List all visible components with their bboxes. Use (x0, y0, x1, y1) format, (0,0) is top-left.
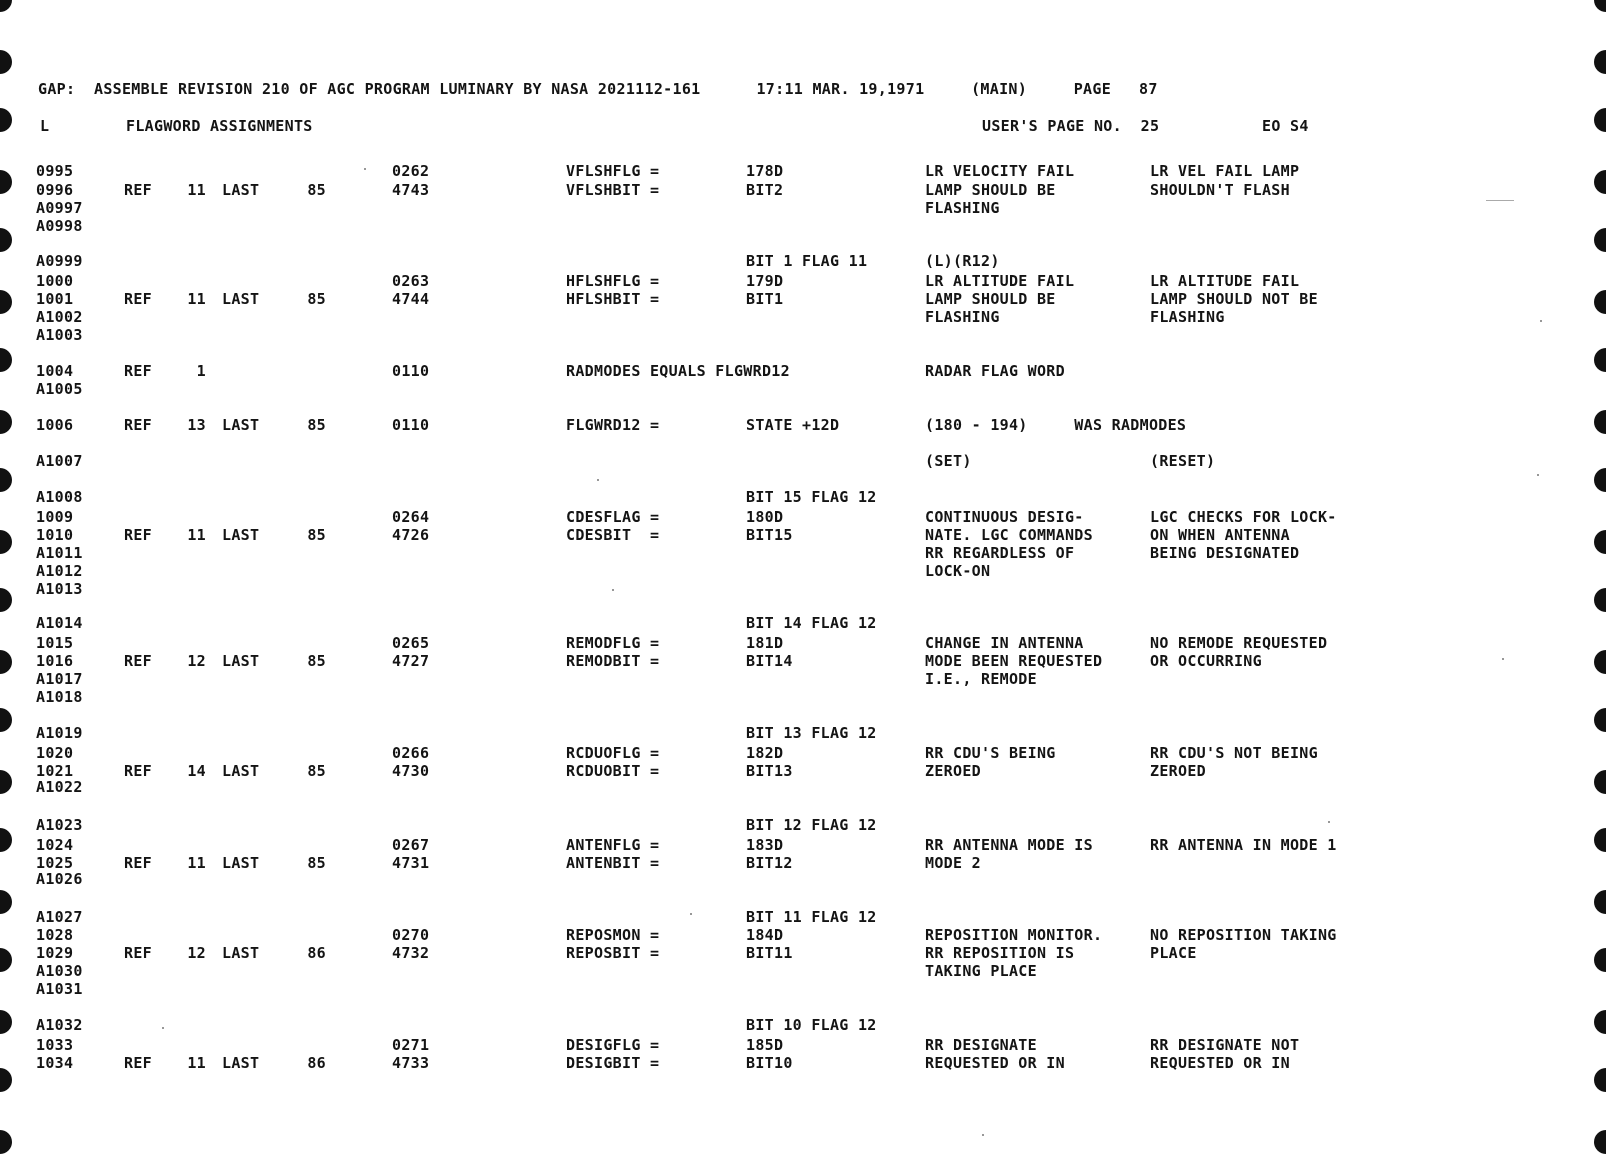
symbol-label: ANTENBIT = (566, 854, 660, 872)
listing-line (0, 962, 1500, 980)
tractor-feed-hole (1594, 468, 1606, 492)
last-page-number: 86 (307, 944, 326, 962)
symbol-value: STATE +12D (746, 416, 840, 434)
comment-reset: PLACE (1150, 944, 1197, 962)
comment-set: RR REPOSITION IS (925, 944, 1075, 962)
octal-address: 4726 (392, 526, 430, 544)
print-speck (690, 913, 692, 915)
print-speck (364, 168, 366, 170)
last-keyword: LAST (222, 652, 260, 670)
sequence-number: 1034 (36, 1054, 74, 1072)
sequence-number: 1016 (36, 652, 74, 670)
tractor-feed-hole (1594, 650, 1606, 674)
last-page-number: 85 (307, 416, 326, 434)
comment-set: MODE 2 (925, 854, 981, 872)
last-keyword: LAST (222, 762, 260, 780)
symbol-value: 182D (746, 744, 784, 762)
last-page-number: 85 (307, 526, 326, 544)
tractor-feed-hole (0, 0, 12, 12)
listing-line (0, 580, 1500, 598)
print-speck (1540, 320, 1542, 322)
comment-set: LR VELOCITY FAIL (925, 162, 1075, 180)
last-page-number: 86 (307, 1054, 326, 1072)
listing-line (0, 308, 1500, 326)
sequence-number: A1003 (36, 326, 83, 344)
comment-reset: RR ANTENNA IN MODE 1 (1150, 836, 1337, 854)
sequence-number: 1029 (36, 944, 74, 962)
tractor-feed-hole (1594, 410, 1606, 434)
ref-keyword: REF (124, 944, 152, 962)
listing-line (0, 526, 1500, 544)
symbol-label: CDESFLAG = (566, 508, 660, 526)
octal-address: 4731 (392, 854, 430, 872)
sequence-number: A1007 (36, 452, 83, 470)
octal-address: 0267 (392, 836, 430, 854)
listing-line (0, 980, 1500, 998)
ref-keyword: REF (124, 181, 152, 199)
octal-address: 0270 (392, 926, 430, 944)
symbol-label: DESIGFLG = (566, 1036, 660, 1054)
symbol-label: RCDUOBIT = (566, 762, 660, 780)
tractor-feed-hole (1594, 1010, 1606, 1034)
sequence-number: 1024 (36, 836, 74, 854)
listing-line (0, 614, 1500, 632)
sequence-number: 1021 (36, 762, 74, 780)
comment-set: CHANGE IN ANTENNA (925, 634, 1084, 652)
listing-line (0, 562, 1500, 580)
comment-set: FLASHING (925, 199, 1000, 217)
ref-keyword: REF (124, 652, 152, 670)
tractor-feed-hole (1594, 0, 1606, 12)
ref-count: 13 (187, 416, 206, 434)
symbol-value: BIT 14 FLAG 12 (746, 614, 877, 632)
octal-address: 4743 (392, 181, 430, 199)
sequence-number: A1027 (36, 908, 83, 926)
margin-mark (1486, 200, 1514, 201)
octal-address: 0265 (392, 634, 430, 652)
sequence-number: 1033 (36, 1036, 74, 1054)
symbol-label: RADMODES EQUALS FLGWRD12 (566, 362, 790, 380)
symbol-value: 179D (746, 272, 784, 290)
symbol-value: 185D (746, 1036, 784, 1054)
listing-line (0, 1036, 1500, 1054)
octal-address: 0110 (392, 362, 430, 380)
comment-set: RR CDU'S BEING (925, 744, 1056, 762)
ref-keyword: REF (124, 854, 152, 872)
listing-line (0, 199, 1500, 217)
listing-line (0, 652, 1500, 670)
listing-line (0, 181, 1500, 199)
listing-line (0, 380, 1500, 398)
symbol-value: BIT11 (746, 944, 793, 962)
symbol-label: REMODFLG = (566, 634, 660, 652)
sequence-number: A1014 (36, 614, 83, 632)
octal-address: 0264 (392, 508, 430, 526)
sequence-number: A1017 (36, 670, 83, 688)
last-keyword: LAST (222, 290, 260, 308)
comment-reset: SHOULDN'T FLASH (1150, 181, 1290, 199)
comment-reset: RR CDU'S NOT BEING (1150, 744, 1318, 762)
symbol-label: HFLSHBIT = (566, 290, 660, 308)
ref-keyword: REF (124, 526, 152, 544)
print-speck (1502, 658, 1504, 660)
comment-set: LAMP SHOULD BE (925, 181, 1056, 199)
listing-line (0, 217, 1500, 235)
listing-line (0, 724, 1500, 742)
symbol-label: REMODBIT = (566, 652, 660, 670)
sequence-number: 1025 (36, 854, 74, 872)
ref-keyword: REF (124, 416, 152, 434)
symbol-value: 181D (746, 634, 784, 652)
symbol-value: BIT1 (746, 290, 784, 308)
comment-set: RR REGARDLESS OF (925, 544, 1075, 562)
symbol-label: FLGWRD12 = (566, 416, 660, 434)
sequence-number: A1012 (36, 562, 83, 580)
tractor-feed-hole (1594, 708, 1606, 732)
listing-line (0, 252, 1500, 270)
last-keyword: LAST (222, 944, 260, 962)
symbol-label: RCDUOFLG = (566, 744, 660, 762)
print-speck (1328, 821, 1330, 823)
comment-set: (SET) (925, 452, 972, 470)
comment-set: (180 - 194) WAS RADMODES (925, 416, 1187, 434)
symbol-label: VFLSHBIT = (566, 181, 660, 199)
sequence-number: A0999 (36, 252, 83, 270)
sequence-number: A0998 (36, 217, 83, 235)
octal-address: 4732 (392, 944, 430, 962)
ref-count: 11 (187, 854, 206, 872)
ref-count: 11 (187, 290, 206, 308)
ref-count: 11 (187, 526, 206, 544)
comment-set: RR ANTENNA MODE IS (925, 836, 1093, 854)
comment-set: REQUESTED OR IN (925, 1054, 1065, 1072)
sequence-number: A1005 (36, 380, 83, 398)
sequence-number: 1020 (36, 744, 74, 762)
last-page-number: 85 (307, 290, 326, 308)
listing-line (0, 634, 1500, 652)
tractor-feed-hole (1594, 290, 1606, 314)
print-speck (162, 1027, 164, 1029)
sequence-number: A1031 (36, 980, 83, 998)
sequence-number: 1009 (36, 508, 74, 526)
symbol-value: BIT13 (746, 762, 793, 780)
octal-address: 0271 (392, 1036, 430, 1054)
last-keyword: LAST (222, 1054, 260, 1072)
listing-line (0, 908, 1500, 926)
listing-line (0, 944, 1500, 962)
sequence-number: A1002 (36, 308, 83, 326)
octal-address: 0110 (392, 416, 430, 434)
comment-set: RR DESIGNATE (925, 1036, 1037, 1054)
comment-set: (L)(R12) (925, 252, 1000, 270)
last-keyword: LAST (222, 854, 260, 872)
symbol-label: REPOSBIT = (566, 944, 660, 962)
octal-address: 4744 (392, 290, 430, 308)
comment-reset: (RESET) (1150, 452, 1216, 470)
ref-count: 1 (196, 362, 206, 380)
last-page-number: 85 (307, 854, 326, 872)
tractor-feed-hole (1594, 948, 1606, 972)
tractor-feed-hole (0, 108, 12, 132)
comment-reset: BEING DESIGNATED (1150, 544, 1300, 562)
listing-line (0, 744, 1500, 762)
last-keyword: LAST (222, 526, 260, 544)
tractor-feed-hole (1594, 348, 1606, 372)
ref-keyword: REF (124, 290, 152, 308)
comment-set: LAMP SHOULD BE (925, 290, 1056, 308)
sequence-number: A1018 (36, 688, 83, 706)
symbol-value: BIT15 (746, 526, 793, 544)
sequence-number: 1015 (36, 634, 74, 652)
symbol-value: BIT 15 FLAG 12 (746, 488, 877, 506)
octal-address: 0266 (392, 744, 430, 762)
print-speck (1537, 474, 1539, 476)
comment-set: RADAR FLAG WORD (925, 362, 1065, 380)
comment-reset: NO REMODE REQUESTED (1150, 634, 1328, 652)
comment-reset: ON WHEN ANTENNA (1150, 526, 1290, 544)
symbol-value: BIT12 (746, 854, 793, 872)
listing-line (0, 926, 1500, 944)
tractor-feed-hole (1594, 1068, 1606, 1092)
octal-address: 0262 (392, 162, 430, 180)
listing-line (0, 1054, 1500, 1072)
listing-line (0, 544, 1500, 562)
ref-count: 14 (187, 762, 206, 780)
comment-reset: LGC CHECKS FOR LOCK- (1150, 508, 1337, 526)
listing-line (0, 1016, 1500, 1034)
comment-reset: LR VEL FAIL LAMP (1150, 162, 1300, 180)
sequence-number: A0997 (36, 199, 83, 217)
tractor-feed-hole (1594, 588, 1606, 612)
tractor-feed-hole (0, 50, 12, 74)
symbol-value: 184D (746, 926, 784, 944)
listing-type-code: L (40, 117, 50, 135)
listing-line (0, 508, 1500, 526)
symbol-value: BIT 13 FLAG 12 (746, 724, 877, 742)
print-speck (982, 1134, 984, 1136)
symbol-label: REPOSMON = (566, 926, 660, 944)
header-line: GAP: ASSEMBLE REVISION 210 OF AGC PROGRAM LUMINARY BY NASA 2021112-161 17:11 MAR. 19,1971 (MAIN) PAGE 87 (38, 80, 1158, 98)
sequence-number: A1032 (36, 1016, 83, 1034)
symbol-value: 183D (746, 836, 784, 854)
octal-address: 0263 (392, 272, 430, 290)
tractor-feed-hole (1594, 170, 1606, 194)
comment-set: MODE BEEN REQUESTED (925, 652, 1103, 670)
symbol-label: HFLSHFLG = (566, 272, 660, 290)
comment-set: I.E., REMODE (925, 670, 1037, 688)
ref-keyword: REF (124, 762, 152, 780)
last-keyword: LAST (222, 181, 260, 199)
print-speck (612, 589, 614, 591)
comment-set: REPOSITION MONITOR. (925, 926, 1103, 944)
ref-count: 11 (187, 181, 206, 199)
user-page-number: USER'S PAGE NO. 25 (982, 117, 1160, 135)
sequence-number: 0996 (36, 181, 74, 199)
right-tractor-holes (1594, 0, 1606, 1145)
listing-line (0, 326, 1500, 344)
tractor-feed-hole (1594, 108, 1606, 132)
eo-code: EO S4 (1262, 117, 1309, 135)
listing-line (0, 688, 1500, 706)
ref-keyword: REF (124, 362, 152, 380)
sequence-number: A1022 (36, 778, 83, 796)
comment-reset: RR DESIGNATE NOT (1150, 1036, 1300, 1054)
comment-reset: OR OCCURRING (1150, 652, 1262, 670)
tractor-feed-hole (1594, 50, 1606, 74)
section-title: FLAGWORD ASSIGNMENTS (126, 117, 313, 135)
symbol-value: BIT2 (746, 181, 784, 199)
listing-line (0, 836, 1500, 854)
symbol-value: BIT 11 FLAG 12 (746, 908, 877, 926)
last-page-number: 85 (307, 652, 326, 670)
listing-line (0, 670, 1500, 688)
symbol-value: BIT 12 FLAG 12 (746, 816, 877, 834)
octal-address: 4733 (392, 1054, 430, 1072)
symbol-label: DESIGBIT = (566, 1054, 660, 1072)
symbol-value: BIT 1 FLAG 11 (746, 252, 868, 270)
tractor-feed-hole (0, 1130, 12, 1154)
tractor-feed-hole (1594, 1130, 1606, 1154)
comment-reset: LR ALTITUDE FAIL (1150, 272, 1300, 290)
symbol-label: VFLSHFLG = (566, 162, 660, 180)
sequence-number: 1006 (36, 416, 74, 434)
symbol-value: 180D (746, 508, 784, 526)
comment-reset: REQUESTED OR IN (1150, 1054, 1290, 1072)
octal-address: 4727 (392, 652, 430, 670)
comment-reset: NO REPOSITION TAKING (1150, 926, 1337, 944)
symbol-value: 178D (746, 162, 784, 180)
print-speck (597, 479, 599, 481)
listing-line (0, 488, 1500, 506)
comment-set: ZEROED (925, 762, 981, 780)
symbol-label: CDESBIT = (566, 526, 660, 544)
tractor-feed-hole (1594, 770, 1606, 794)
listing-line (0, 870, 1500, 888)
comment-set: LOCK-ON (925, 562, 991, 580)
sequence-number: A1023 (36, 816, 83, 834)
last-keyword: LAST (222, 416, 260, 434)
tractor-feed-hole (1594, 828, 1606, 852)
listing-line (0, 290, 1500, 308)
comment-set: NATE. LGC COMMANDS (925, 526, 1093, 544)
symbol-value: BIT14 (746, 652, 793, 670)
symbol-label: ANTENFLG = (566, 836, 660, 854)
comment-set: CONTINUOUS DESIG- (925, 508, 1084, 526)
listing-line (0, 416, 1500, 434)
sequence-number: A1030 (36, 962, 83, 980)
tractor-feed-hole (1594, 530, 1606, 554)
ref-keyword: REF (124, 1054, 152, 1072)
listing-line (0, 272, 1500, 290)
comment-set: FLASHING (925, 308, 1000, 326)
comment-reset: FLASHING (1150, 308, 1225, 326)
comment-set: TAKING PLACE (925, 962, 1037, 980)
sequence-number: A1019 (36, 724, 83, 742)
sequence-number: 1004 (36, 362, 74, 380)
comment-set: LR ALTITUDE FAIL (925, 272, 1075, 290)
sequence-number: 1000 (36, 272, 74, 290)
tractor-feed-hole (1594, 228, 1606, 252)
symbol-value: BIT 10 FLAG 12 (746, 1016, 877, 1034)
tractor-feed-hole (1594, 890, 1606, 914)
listing-line (0, 816, 1500, 834)
sequence-number: 0995 (36, 162, 74, 180)
sequence-number: A1026 (36, 870, 83, 888)
sequence-number: 1001 (36, 290, 74, 308)
listing-line (0, 362, 1500, 380)
ref-count: 12 (187, 652, 206, 670)
sequence-number: A1008 (36, 488, 83, 506)
comment-reset: LAMP SHOULD NOT BE (1150, 290, 1318, 308)
ref-count: 11 (187, 1054, 206, 1072)
last-page-number: 85 (307, 181, 326, 199)
symbol-value: BIT10 (746, 1054, 793, 1072)
listing-line (0, 778, 1500, 796)
ref-count: 12 (187, 944, 206, 962)
sequence-number: A1011 (36, 544, 83, 562)
octal-address: 4730 (392, 762, 430, 780)
sequence-number: A1013 (36, 580, 83, 598)
listing-line (0, 162, 1500, 180)
listing-line (0, 452, 1500, 470)
last-page-number: 85 (307, 762, 326, 780)
sequence-number: 1028 (36, 926, 74, 944)
comment-reset: ZEROED (1150, 762, 1206, 780)
sequence-number: 1010 (36, 526, 74, 544)
